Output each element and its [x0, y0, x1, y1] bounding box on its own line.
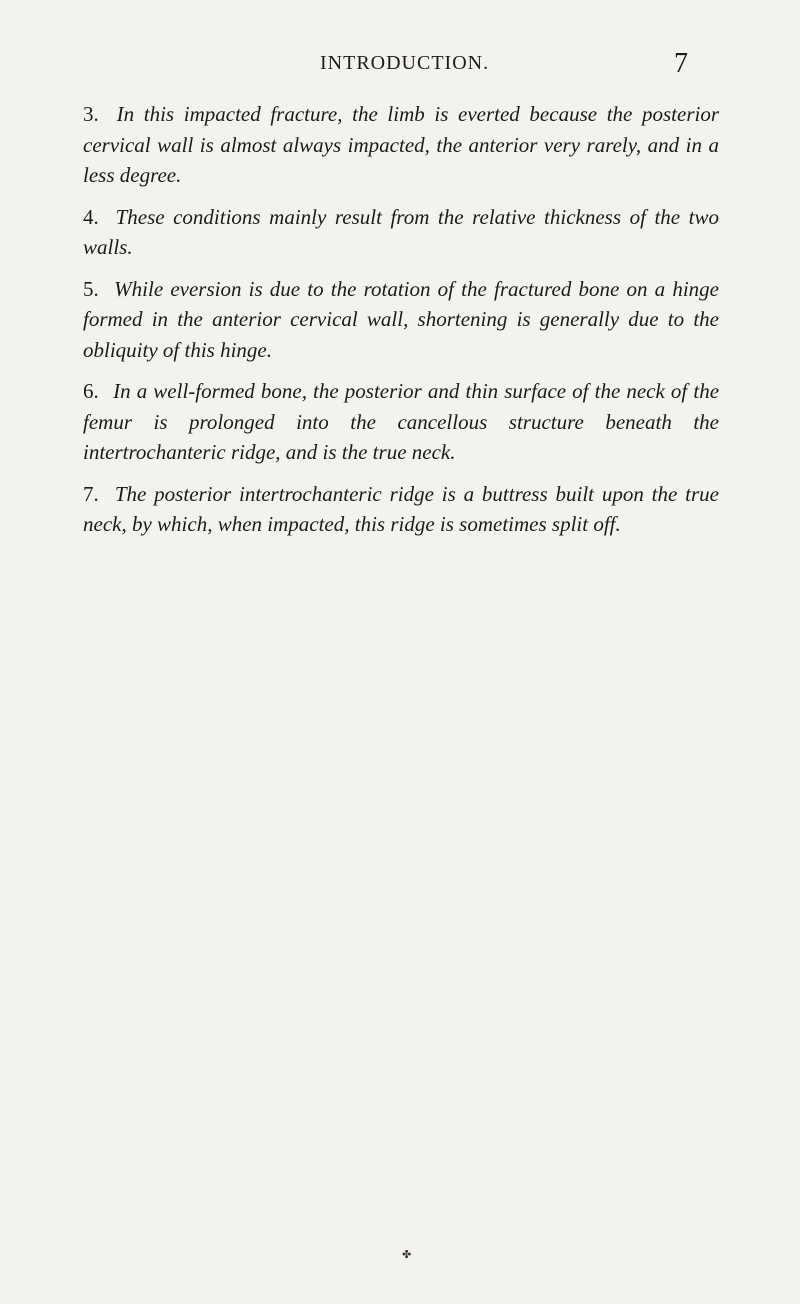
paragraph-text: These conditions mainly result from the relative thickness of the two walls.	[83, 204, 720, 259]
paragraph-text: In this impacted fracture, the limb is everted because the posterior cervical wall is almost always impacted, the anterior very rarely, and in a less degree.	[83, 102, 719, 187]
paragraph-number: 5.	[83, 276, 99, 301]
paragraph-3	[83, 99, 719, 191]
paragraph-number: 3.	[83, 102, 99, 126]
paragraph-text: While eversion is due to the rotation of the fractured bone on a hinge formed in the anterior cervical wall, shortening is generally due to the obliquity of this hinge.	[83, 276, 719, 362]
paragraph-number: 7.	[83, 481, 99, 506]
paragraph-number: 4.	[83, 204, 99, 229]
paragraph-4	[83, 202, 719, 263]
paragraph-number: 6.	[83, 379, 99, 403]
paragraph-text: In a well-formed bone, the posterior and thin surface of the neck of the femur is prolonged into the cancellous structure beneath the intertrochanteric ridge, and is the true neck.	[83, 379, 720, 464]
footer-ornament-icon: ✤	[402, 1248, 412, 1261]
body-text	[83, 99, 719, 551]
paragraph-7	[83, 479, 719, 540]
running-head	[0, 48, 800, 82]
page-number: 7	[674, 48, 688, 79]
paragraph-text: The posterior intertrochanteric ridge is a buttress built upon the true neck, by which, when impacted, this ridge is sometimes split off.	[83, 481, 720, 536]
paragraph-6	[83, 376, 719, 468]
paragraph-5	[83, 274, 719, 366]
running-title: INTRODUCTION.	[320, 52, 490, 74]
